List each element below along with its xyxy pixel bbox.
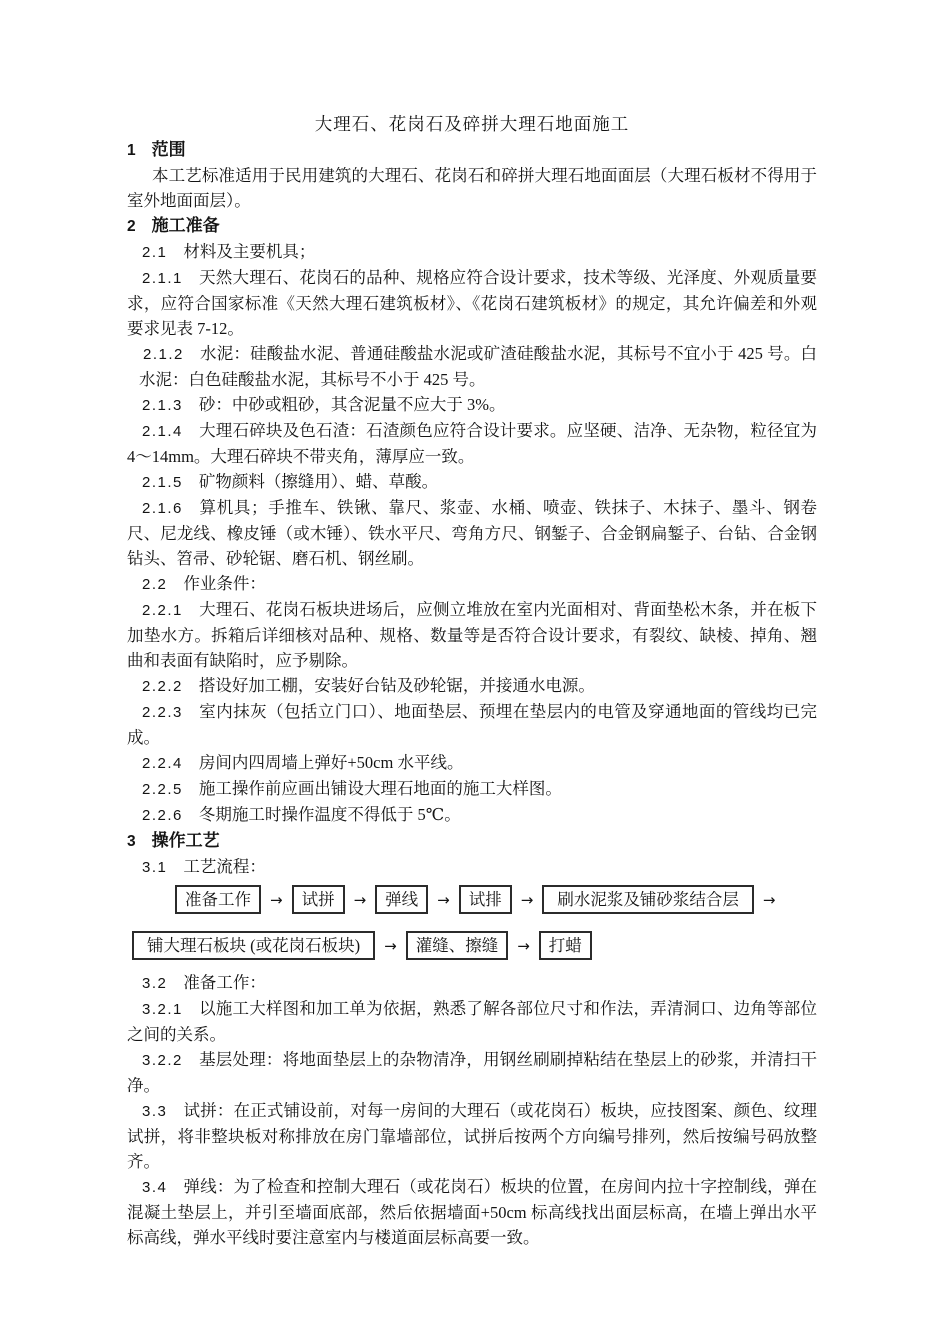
paragraph: [127, 239, 817, 265]
paragraph-text: 弹线：为了检查和控制大理石（或花岗石）板块的位置，在房间内拉十字控制线，弹在混凝土垫层上，并引至墙面底部，然后依据墙面+50cm 标高线找出面层标高，在墙上弹出水平标高线，弹水平线时要注意室内与楼道面层标高要一致。: [127, 1177, 817, 1247]
paragraph-text: 本工艺标准适用于民用建筑的大理石、花岗石和碎拼大理石地面面层（大理石板材不得用于室外地面面层）。: [127, 166, 817, 210]
clause-number: 2.1.1: [142, 270, 183, 287]
paragraph-text: 准备工作：: [183, 973, 266, 992]
flow-arrow-icon: →: [384, 936, 397, 955]
paragraph: [127, 1047, 817, 1098]
clause-number: 3.2.2: [142, 1052, 183, 1069]
flow-step-box: 试拼: [292, 885, 345, 914]
paragraph-text: 作业条件：: [183, 574, 266, 593]
clause-number: 2.2.4: [142, 755, 183, 772]
flow-step-box: 刷水泥浆及铺砂浆结合层: [542, 885, 754, 914]
flow-arrow-icon: →: [353, 890, 367, 909]
paragraph-text: 大理石碎块及色石渣：石渣颜色应符合设计要求。应坚硬、洁净、无杂物，粒径宜为 4～14mm。大理石碎块不带夹角，薄厚应一致。: [127, 421, 817, 466]
paragraph-text: 试拼：在正式铺设前，对每一房间的大理石（或花岗石）板块，应技图案、颜色、纹理试拼，将非整块板对称排放在房门靠墙部位，试拼后按两个方向编号排列，然后按编号码放整齐。: [127, 1101, 817, 1171]
clause-number: 2.1.2: [143, 346, 184, 363]
section-number: 3: [127, 833, 136, 850]
flow-arrow-icon: →: [520, 890, 534, 909]
paragraph-text: 冬期施工时操作温度不得低于 5℃。: [198, 805, 461, 824]
flowchart-row: [175, 885, 817, 914]
clause-number: 2.1.5: [142, 474, 183, 491]
paragraph: [127, 996, 817, 1047]
paragraph: [127, 571, 817, 597]
clause-number: 2.2.1: [142, 602, 183, 619]
section-heading: [127, 828, 817, 854]
paragraph: [127, 495, 817, 571]
paragraph: [127, 597, 817, 673]
paragraph: [127, 802, 817, 828]
paragraph: [127, 392, 817, 418]
paragraph: [127, 1098, 817, 1174]
clause-number: 2.1: [142, 244, 168, 261]
paragraph: [127, 341, 817, 392]
clause-number: 3.4: [142, 1179, 168, 1196]
paragraph: [127, 750, 817, 776]
process-flowchart: [127, 885, 817, 960]
flowchart-row: [132, 931, 817, 960]
clause-number: 3.2: [142, 975, 168, 992]
paragraph-text: 以施工大样图和加工单为依据，熟悉了解各部位尺寸和作法，弄清洞口、边角等部位之间的关系。: [127, 999, 817, 1044]
flow-step-box: 弹线: [375, 885, 428, 914]
paragraph-text: 工艺流程：: [183, 857, 266, 876]
paragraph: [127, 265, 817, 341]
flow-arrow-icon: →: [762, 890, 776, 909]
clause-number: 2.1.6: [142, 500, 183, 517]
paragraph: [127, 1174, 817, 1250]
section-heading: [127, 137, 817, 163]
paragraph: [127, 854, 817, 880]
clause-number: 3.1: [142, 859, 168, 876]
section-title: 操作工艺: [151, 831, 220, 850]
section-number: 1: [127, 142, 136, 159]
clause-number: 2.2.2: [142, 678, 183, 695]
paragraph-text: 大理石、花岗石板块进场后，应侧立堆放在室内光面相对、背面垫松木条，并在板下加垫水方。拆箱后详细核对品种、规格、数量等是否符合设计要求，有裂纹、缺棱、掉角、翘曲和表面有缺陷时，应予剔除。: [127, 600, 817, 670]
paragraph: [127, 699, 817, 750]
flow-step-box: 试排: [459, 885, 512, 914]
paragraph: [127, 776, 817, 802]
section-heading: [127, 213, 817, 239]
flow-step-box: 灌缝、擦缝: [406, 931, 509, 960]
paragraph-text: 房间内四周墙上弹好+50cm 水平线。: [198, 753, 464, 772]
flow-step-box: 铺大理石板块 (或花岗石板块): [132, 931, 375, 960]
section-title: 施工准备: [151, 216, 220, 235]
paragraph: [127, 418, 817, 469]
clause-number: 2.2.3: [142, 704, 183, 721]
paragraph: [127, 673, 817, 699]
paragraph-text: 天然大理石、花岗石的品种、规格应符合设计要求，技术等级、光泽度、外观质量要求，应符合国家标准《天然大理石建筑板材》、《花岗石建筑板材》的规定，其允许偏差和外观要求见表 7-12。: [127, 268, 817, 338]
document-body: [127, 137, 817, 1250]
flow-step-box: 准备工作: [175, 885, 261, 914]
paragraph-text: 施工操作前应画出铺设大理石地面的施工大样图。: [198, 779, 562, 798]
paragraph-text: 算机具；手推车、铁锹、靠尺、浆壶、水桶、喷壶、铁抹子、木抹子、墨斗、钢卷尺、尼龙线、橡皮锤（或木锤）、铁水平尺、弯角方尺、钢錾子、合金钢扁錾子、台钻、合金钢钻头、笤帚、砂轮锯、磨石机、钢丝刷。: [127, 498, 817, 568]
page-title: 大理石、花岗石及碎拼大理石地面施工: [314, 114, 630, 134]
paragraph-text: 材料及主要机具；: [183, 242, 316, 261]
flow-arrow-icon: →: [437, 890, 450, 909]
paragraph: [127, 163, 817, 213]
paragraph-text: 室内抹灰（包括立门口）、地面垫层、预埋在垫层内的电管及穿通地面的管线均已完成。: [127, 702, 817, 747]
clause-number: 2.1.4: [142, 423, 183, 440]
paragraph-text: 水泥：硅酸盐水泥、普通硅酸盐水泥或矿渣硅酸盐水泥，其标号不宜小于 425 号。白水泥：白色硅酸盐水泥，其标号不小于 425 号。: [139, 344, 817, 389]
section-title: 范围: [151, 140, 186, 159]
paragraph: [127, 469, 817, 495]
paragraph: [127, 970, 817, 996]
paragraph-text: 矿物颜料（擦缝用）、蜡、草酸。: [198, 472, 439, 491]
paragraph-text: 搭设好加工棚，安装好台钻及砂轮锯，并接通水电源。: [198, 676, 595, 695]
clause-number: 3.3: [142, 1103, 168, 1120]
paragraph-text: 基层处理：将地面垫层上的杂物清净，用钢丝刷刷掉粘结在垫层上的砂浆，并清扫干净。: [127, 1050, 817, 1095]
clause-number: 2.2.5: [142, 781, 183, 798]
clause-number: 2.2.6: [142, 807, 183, 824]
clause-number: 2.1.3: [142, 397, 183, 414]
flow-arrow-icon: →: [270, 890, 283, 909]
flow-step-box: 打蜡: [539, 931, 592, 960]
flow-arrow-icon: →: [517, 936, 530, 955]
clause-number: 2.2: [142, 576, 168, 593]
clause-number: 3.2.1: [142, 1001, 183, 1018]
paragraph-text: 砂：中砂或粗砂，其含泥量不应大于 3%。: [198, 395, 506, 414]
section-number: 2: [127, 218, 136, 235]
